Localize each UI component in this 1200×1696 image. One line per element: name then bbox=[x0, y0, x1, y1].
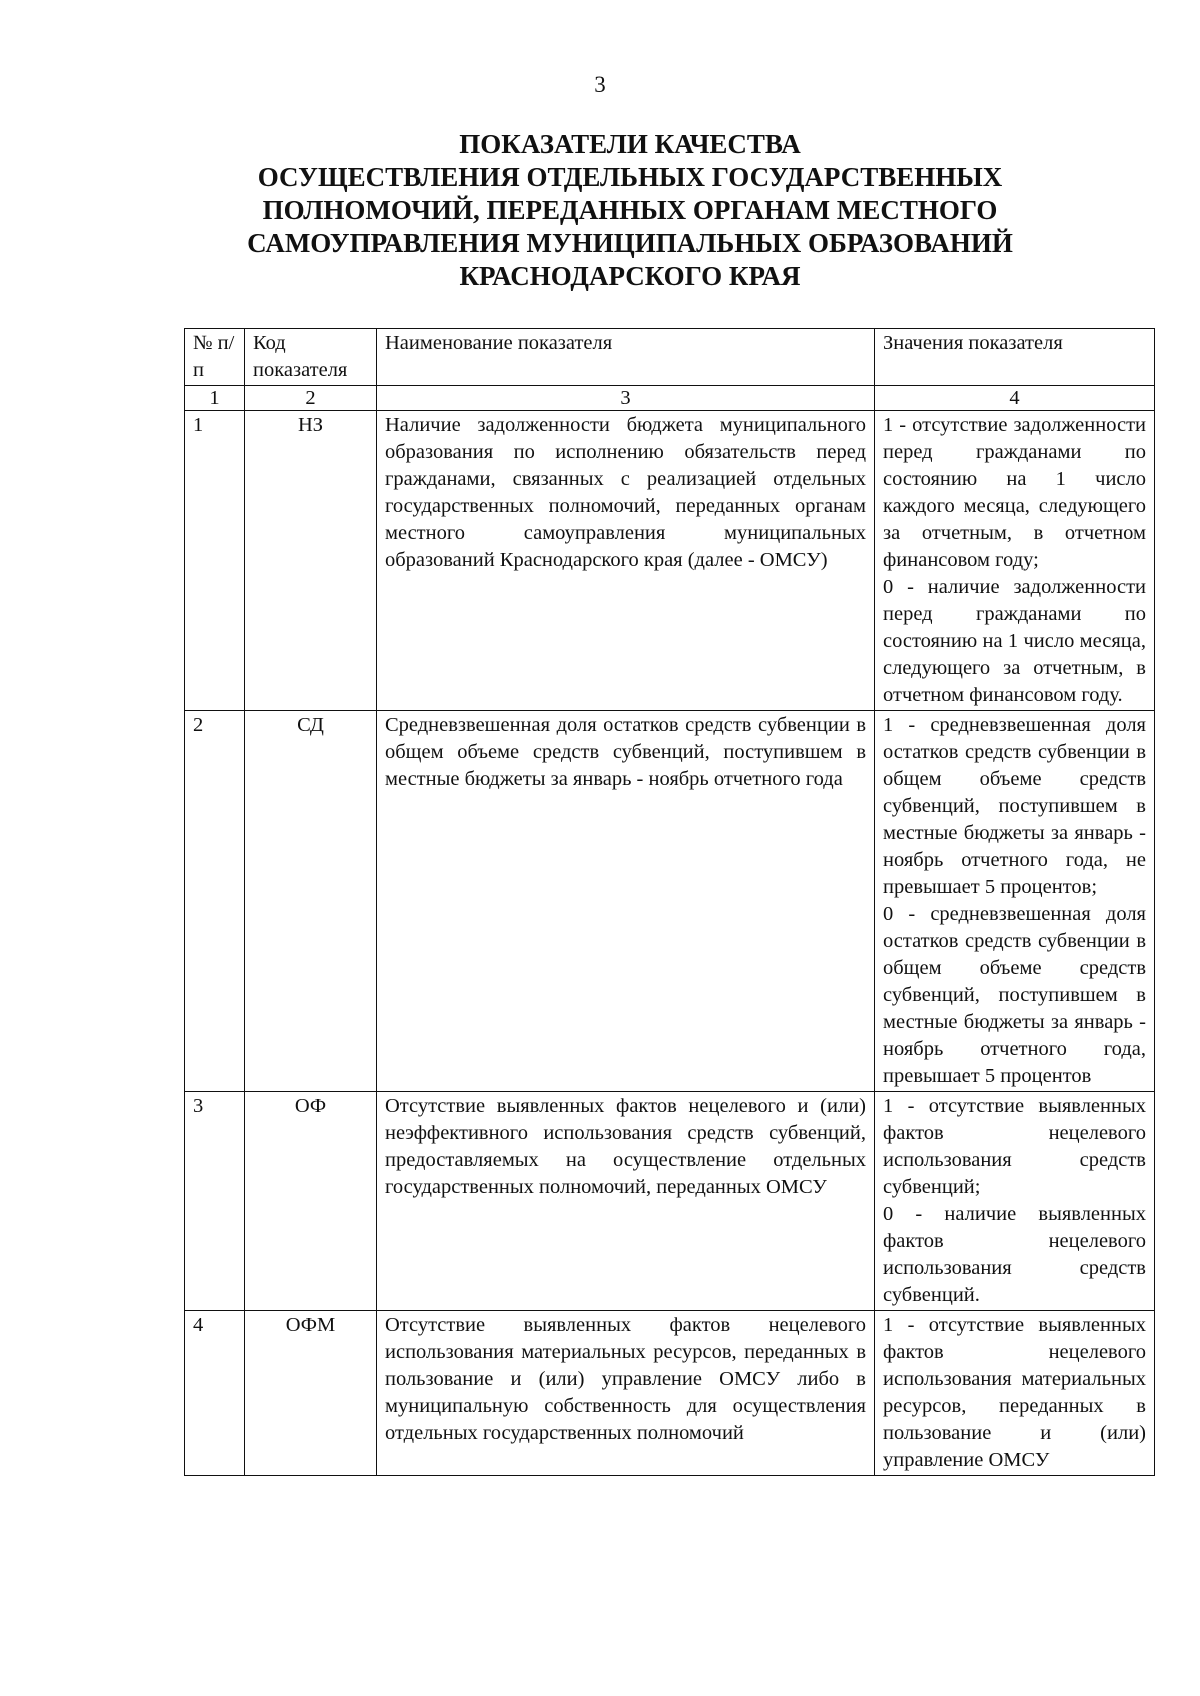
indicator-values bbox=[875, 1311, 1155, 1476]
indicator-code: СД bbox=[245, 711, 377, 1092]
table-row bbox=[185, 1092, 1155, 1311]
indicator-name: Отсутствие выявленных фактов нецелевого и (или) неэффективного использования средств субвенций, предоставляемых на осуществление отдельных государственных полномочий, переданных ОМСУ bbox=[377, 1092, 875, 1311]
title-line: ПОЛНОМОЧИЙ, ПЕРЕДАННЫХ ОРГАНАМ МЕСТНОГО bbox=[262, 195, 998, 225]
value-item: 1 - отсутствие выявленных фактов нецелевого использования материальных ресурсов, переданных в пользование и (или) управление ОМСУ bbox=[883, 1314, 1146, 1471]
title-line: ОСУЩЕСТВЛЕНИЯ ОТДЕЛЬНЫХ ГОСУДАРСТВЕННЫХ bbox=[257, 162, 1003, 192]
document-title bbox=[150, 128, 1110, 293]
row-number: 2 bbox=[185, 711, 245, 1092]
value-item: 1 - средневзвешенная доля остатков средств субвенции в общем объеме средств субвенций, поступившем в местные бюджеты за январь - ноябрь отчетного года, не превышает 5 процентов; bbox=[883, 714, 1146, 898]
indicators-table bbox=[184, 328, 1155, 1476]
row-number: 4 bbox=[185, 1311, 245, 1476]
table-row bbox=[185, 411, 1155, 711]
title-line: КРАСНОДАРСКОГО КРАЯ bbox=[459, 261, 801, 291]
value-item: 0 - средневзвешенная доля остатков средств субвенции в общем объеме средств субвенций, поступившем в местные бюджеты за январь - ноябрь отчетного года, превышает 5 процентов bbox=[883, 903, 1146, 1087]
header-num: № п/п bbox=[185, 329, 245, 386]
indicator-values bbox=[875, 1092, 1155, 1311]
column-number: 3 bbox=[377, 386, 875, 411]
table-header-row bbox=[185, 329, 1155, 386]
column-number-row bbox=[185, 386, 1155, 411]
column-number: 4 bbox=[875, 386, 1155, 411]
table-row bbox=[185, 711, 1155, 1092]
value-item: 0 - наличие задолженности перед гражданами по состоянию на 1 число месяца, следующего за отчетным, в отчетном финансовом году. bbox=[883, 576, 1146, 706]
indicator-name: Наличие задолженности бюджета муниципального образования по исполнению обязательств перед гражданами, связанных с реализацией отдельных государственных полномочий, переданных органам местного самоуправления муниципальных образований Краснодарского края (далее - ОМСУ) bbox=[377, 411, 875, 711]
column-number: 2 bbox=[245, 386, 377, 411]
header-value: Значения показателя bbox=[875, 329, 1155, 386]
indicator-name: Отсутствие выявленных фактов нецелевого использования материальных ресурсов, переданных в пользование и (или) управление ОМСУ либо в муниципальную собственность для осуществления отдельных государственных полномочий bbox=[377, 1311, 875, 1476]
page-number: 3 bbox=[594, 72, 606, 97]
indicator-code: НЗ bbox=[245, 411, 377, 711]
value-item: 0 - наличие выявленных фактов нецелевого использования средств субвенций. bbox=[883, 1203, 1146, 1306]
row-number: 3 bbox=[185, 1092, 245, 1311]
column-number: 1 bbox=[185, 386, 245, 411]
indicator-code: ОФМ bbox=[245, 1311, 377, 1476]
indicator-values bbox=[875, 711, 1155, 1092]
indicator-values bbox=[875, 411, 1155, 711]
header-code: Код показателя bbox=[245, 329, 377, 386]
value-item: 1 - отсутствие задолженности перед гражданами по состоянию на 1 число каждого месяца, следующего за отчетным, в отчетном финансовом году; bbox=[883, 414, 1146, 571]
title-line: ПОКАЗАТЕЛИ КАЧЕСТВА bbox=[459, 129, 801, 159]
title-line: САМОУПРАВЛЕНИЯ МУНИЦИПАЛЬНЫХ ОБРАЗОВАНИЙ bbox=[247, 228, 1013, 258]
indicator-name: Средневзвешенная доля остатков средств субвенции в общем объеме средств субвенций, поступившем в местные бюджеты за январь - ноябрь отчетного года bbox=[377, 711, 875, 1092]
row-number: 1 bbox=[185, 411, 245, 711]
header-name: Наименование показателя bbox=[377, 329, 875, 386]
value-item: 1 - отсутствие выявленных фактов нецелевого использования средств субвенций; bbox=[883, 1095, 1146, 1198]
indicator-code: ОФ bbox=[245, 1092, 377, 1311]
table-row bbox=[185, 1311, 1155, 1476]
